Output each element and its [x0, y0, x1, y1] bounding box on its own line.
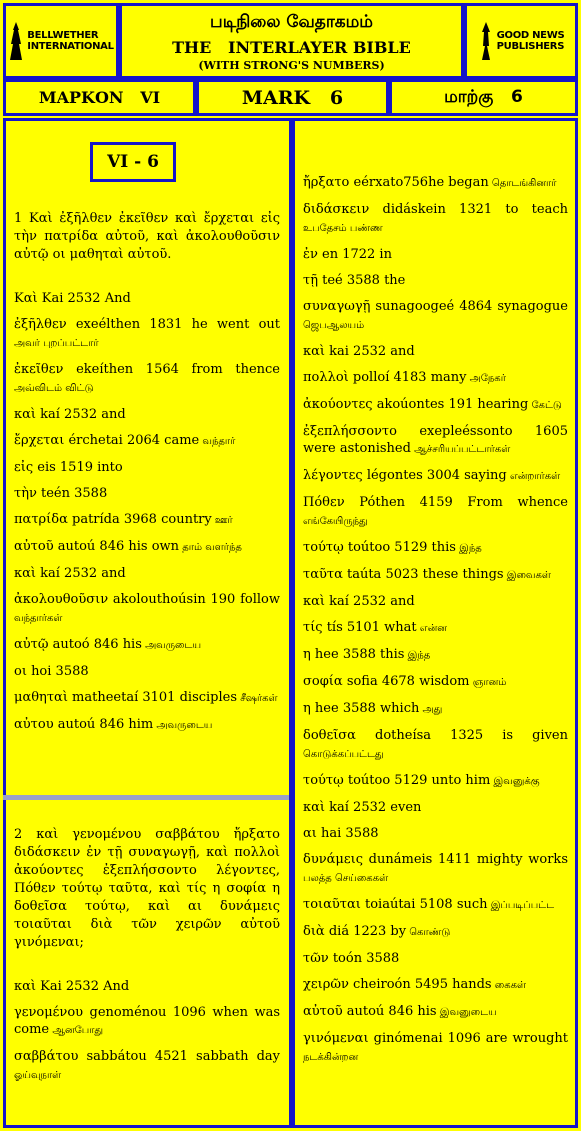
transliteration: érchetai 2064 came: [68, 433, 200, 448]
transliteration: taúta 5023 these things: [346, 567, 504, 582]
word-entry: [303, 423, 568, 458]
greek-word: εἰς: [14, 460, 38, 475]
greek-word: αὐτῷ: [14, 637, 53, 652]
tamil-gloss: கொண்டு: [406, 927, 451, 938]
tamil-gloss: வந்தார்: [199, 436, 236, 447]
tamil-gloss: அது: [419, 704, 443, 715]
word-entry: [14, 716, 280, 734]
verse-2-greek: 2 καὶ γενομένου σαββάτου ἤρξατο διδάσκειν ἐν τῇ συναγωγῇ, καὶ πολλοὶ ἀκούοντες ἐξεπλήσσοντο λέγοντες, Πόθεν τούτῳ ταῦτα, καὶ τίς η σοφία η δοθεῖσα τούτῳ, καὶ αι δυνάμεις τοιαῦται διὰ τῶν χειρῶν αὐτοῦ γινόμεναι;: [14, 827, 280, 950]
word-entry: [14, 511, 280, 529]
transliteration: kaí 2532 even: [329, 800, 422, 815]
greek-word: μαθηταὶ: [14, 690, 73, 705]
transliteration: sofia 4678 wisdom: [346, 674, 470, 689]
word-entry: [303, 673, 568, 691]
word-entry: [303, 646, 568, 664]
transliteration: en 1722 in: [322, 247, 392, 262]
transliteration: exeélthen 1831 he went out: [75, 317, 280, 332]
transliteration: kaí 2532 and: [329, 594, 415, 609]
tamil-gloss: சீஷர்கள்: [237, 693, 278, 704]
word-entry: [303, 619, 568, 637]
book-english: [196, 79, 389, 116]
greek-word: ἀκολουθοῦσιν: [14, 592, 113, 607]
transliteration: hee 3588 which: [314, 701, 420, 716]
greek-word: καὶ: [303, 594, 330, 609]
greek-word: τοιαῦται: [303, 897, 365, 912]
transliteration: cheiroón 5495 hands: [353, 977, 492, 992]
greek-word: καὶ: [14, 566, 41, 581]
tamil-gloss: எங்கேயிருந்து: [303, 516, 368, 527]
transliteration: akolouthoúsin 190 follow: [112, 592, 281, 607]
word-entry: [14, 978, 280, 995]
greek-word: ἐξῆλθεν: [14, 317, 76, 332]
tamil-gloss: தொடங்கினார்: [488, 178, 557, 189]
transliteration: autoó 846 his: [52, 637, 142, 652]
greek-word: τῶν: [303, 951, 333, 966]
tamil-gloss: தாம் வளர்ந்த: [179, 542, 242, 553]
transliteration: akoúontes 191 hearing: [376, 397, 529, 412]
word-entry: [14, 316, 280, 352]
transliteration: didáskein 1321 to teach: [382, 202, 568, 217]
greek-word: τῇ: [303, 273, 323, 288]
transliteration: autoú 846 his: [346, 1004, 437, 1019]
word-entry: [303, 772, 568, 790]
word-entry: [14, 290, 280, 307]
tamil-gloss: இவனுக்கு: [490, 776, 540, 787]
word-entry: [14, 591, 280, 627]
goodnews-torch-icon: [478, 20, 494, 62]
word-entry: [303, 593, 568, 610]
word-entry: [303, 369, 568, 387]
page-title: THE INTERLAYER BIBLE: [172, 38, 411, 57]
book-tamil: [389, 79, 578, 116]
transliteration: Kai 2532 And: [41, 291, 131, 306]
transliteration: Póthen 4159 From whence: [359, 495, 568, 510]
transliteration: tís 5101 what: [326, 620, 417, 635]
transliteration: Kai 2532 And: [40, 979, 130, 994]
word-entry: [303, 825, 568, 842]
bellwether-logo-box: [3, 3, 119, 79]
word-entry: [14, 459, 280, 476]
word-entry: [303, 494, 568, 530]
word-entry: [14, 361, 280, 397]
greek-word: ἐκεῖθεν: [14, 362, 77, 377]
tamil-gloss: ஓய்வுநாள்: [14, 1070, 62, 1081]
tamil-gloss: கொடுக்கப்பட்டது: [303, 749, 384, 760]
transliteration: matheetaí 3101 disciples: [72, 690, 238, 705]
greek-word: σαββάτου: [14, 1049, 87, 1064]
greek-word: διδάσκειν: [303, 202, 383, 217]
greek-word: οι: [14, 664, 32, 679]
tamil-gloss: கைகள்: [491, 980, 527, 991]
transliteration: exepleéssonto 1605 were astonished: [303, 424, 568, 456]
transliteration: dunámeis 1411 mighty works: [368, 852, 568, 867]
title-tamil: படிநிலை வேதாகமம்: [210, 12, 373, 32]
word-entry: [14, 636, 280, 654]
transliteration: autoú 846 his own: [57, 539, 180, 554]
word-entry: [303, 727, 568, 763]
tamil-gloss: அவர் புறப்பட்டார்: [14, 338, 99, 349]
greek-word: τίς: [303, 620, 327, 635]
word-entry: [303, 539, 568, 557]
transliteration: eis 1519 into: [37, 460, 123, 475]
bellwether-sheep-icon: [8, 20, 24, 62]
tamil-gloss: அவருடைய: [153, 720, 213, 731]
verse-label: VI - 6: [90, 142, 176, 182]
word-entry: [303, 896, 568, 914]
book-english-label: MARK 6: [241, 86, 344, 109]
transliteration: toútoo 5129 this: [347, 540, 456, 555]
greek-word: τὴν: [14, 486, 42, 501]
tamil-gloss: ஊர்: [211, 515, 233, 526]
tamil-gloss: வந்தார்கள்: [14, 613, 63, 624]
tamil-gloss: இந்த: [404, 650, 431, 661]
goodnews-logo-box: [464, 3, 578, 79]
greek-word: ἔρχεται: [14, 433, 69, 448]
transliteration: kaí 2532 and: [40, 566, 126, 581]
greek-word: λέγοντες: [303, 468, 367, 483]
greek-word: πατρίδα: [14, 512, 72, 527]
tamil-gloss: இவைகள்: [503, 570, 551, 581]
transliteration: diá 1223 by: [328, 924, 407, 939]
transliteration: eérxato756he began: [353, 175, 489, 190]
transliteration: sunagoogeé 4864 synagogue: [375, 299, 568, 314]
word-entry: [303, 1030, 568, 1066]
transliteration: toiaútai 5108 such: [365, 897, 488, 912]
title-box: [119, 3, 464, 79]
word-entry: [14, 406, 280, 423]
tamil-gloss: இந்த: [455, 543, 482, 554]
greek-word: η: [303, 701, 315, 716]
greek-word: γινόμεναι: [303, 1031, 374, 1046]
transliteration: hai 3588: [321, 826, 379, 841]
right-entries-area: [303, 174, 568, 1075]
goodnews-logo-text: GOOD NEWS PUBLISHERS: [496, 30, 565, 52]
left-verse2-area: [14, 826, 280, 1093]
tamil-gloss: பலத்த செய்கைகள்: [303, 873, 389, 884]
greek-word: ἀκούοντες: [303, 397, 377, 412]
word-entry: [303, 396, 568, 414]
tamil-gloss: இப்படிப்பட்ட: [487, 900, 555, 911]
tamil-gloss: உபதேசம் பண்ண: [303, 223, 383, 234]
word-entry: [14, 1004, 280, 1039]
transliteration: légontes 3004 saying: [366, 468, 507, 483]
transliteration: genoménou 1096 when was come: [14, 1005, 281, 1037]
tamil-gloss: இவனுடைய: [436, 1007, 497, 1018]
greek-word: ταῦτα: [303, 567, 347, 582]
tamil-gloss: கேட்டு: [528, 400, 562, 411]
transliteration: kai 2532 and: [329, 344, 415, 359]
word-entry: [303, 950, 568, 967]
greek-word: γενομένου: [14, 1005, 90, 1020]
word-entry: [303, 174, 568, 192]
word-entry: [14, 485, 280, 502]
word-entry: [303, 1003, 568, 1021]
greek-word: διὰ: [303, 924, 329, 939]
word-entry: [303, 851, 568, 887]
transliteration: teé 3588 the: [322, 273, 406, 288]
word-entry: [303, 976, 568, 994]
greek-word: δοθεῖσα: [303, 728, 376, 743]
transliteration: kaí 2532 and: [40, 407, 126, 422]
transliteration: toón 3588: [332, 951, 400, 966]
greek-word: τούτῳ: [303, 773, 348, 788]
tamil-gloss: என்ன: [416, 623, 447, 634]
tamil-gloss: என்றார்கள்: [506, 471, 561, 482]
transliteration: ekeíthen 1564 from thence: [76, 362, 281, 377]
transliteration: teén 3588: [41, 486, 108, 501]
transliteration: sabbátou 4521 sabbath day: [86, 1049, 280, 1064]
tamil-gloss: அவ்விடம் விட்டு: [14, 383, 94, 394]
greek-word: χειρῶν: [303, 977, 353, 992]
word-entry: [303, 700, 568, 718]
word-entry: [303, 467, 568, 485]
greek-word: δυνάμεις: [303, 852, 369, 867]
transliteration: hoi 3588: [31, 664, 89, 679]
verse-1-greek: 1 Καὶ ἐξῆλθεν ἐκεῖθεν καὶ ἔρχεται εἰς τὴν πατρίδα αὐτοῦ, καὶ ἀκολουθοῦσιν αὐτῷ οι μαθηταὶ αὐτοῦ.: [14, 211, 280, 262]
word-entry: [14, 538, 280, 556]
word-entry: [14, 432, 280, 450]
word-entry: [14, 689, 280, 707]
tamil-gloss: நடக்கின்றன: [303, 1052, 359, 1063]
greek-word: αὐτοῦ: [14, 539, 58, 554]
greek-word: καὶ: [303, 344, 330, 359]
transliteration: autoú 846 him: [57, 717, 154, 732]
book-greek-label: ΜΑΡΚΟΝ VI: [38, 88, 161, 107]
tamil-gloss: அநேகர்: [466, 373, 506, 384]
greek-word: Πόθεν: [303, 495, 360, 510]
word-entry: [303, 343, 568, 360]
word-entry: [303, 923, 568, 941]
book-tamil-label: மாற்கு 6: [444, 86, 523, 107]
transliteration: toútoo 5129 unto him: [347, 773, 491, 788]
word-entry: [303, 201, 568, 237]
greek-word: καὶ: [14, 407, 41, 422]
word-entry: [14, 663, 280, 680]
transliteration: dotheísa 1325 is given: [375, 728, 568, 743]
tamil-gloss: ஜெபஆலயம்: [303, 320, 365, 331]
tamil-gloss: ஆனபோது: [49, 1025, 104, 1036]
left-verse1-area: [14, 210, 280, 743]
transliteration: polloí 4183 many: [352, 370, 467, 385]
word-entry: [303, 298, 568, 334]
greek-word: ἐν: [303, 247, 323, 262]
column-divider: [3, 795, 289, 800]
greek-word: καὶ: [303, 800, 330, 815]
greek-word: η: [303, 647, 315, 662]
book-greek: [3, 79, 196, 116]
greek-word: ἤρξατο: [303, 175, 354, 190]
greek-word: αὐτοῦ: [303, 1004, 347, 1019]
greek-word: Καὶ: [14, 291, 42, 306]
transliteration: ginómenai 1096 are wrought: [373, 1031, 568, 1046]
word-entry: [303, 799, 568, 816]
tamil-gloss: ஞானம்: [469, 677, 507, 688]
greek-word: πολλοὶ: [303, 370, 353, 385]
greek-word: αὐτου: [14, 717, 58, 732]
greek-word: συναγωγῇ: [303, 299, 376, 314]
tamil-gloss: அவருடைய: [141, 640, 202, 651]
transliteration: patrída 3968 country: [72, 512, 212, 527]
greek-word: καὶ: [14, 979, 41, 994]
greek-word: τούτῳ: [303, 540, 348, 555]
word-entry: [14, 1048, 280, 1084]
word-entry: [303, 272, 568, 289]
greek-word: αι: [303, 826, 322, 841]
greek-word: ἐξεπλήσσοντο: [303, 424, 420, 439]
page-subtitle: (WITH STRONG'S NUMBERS): [198, 59, 385, 72]
greek-word: σοφία: [303, 674, 347, 689]
transliteration: hee 3588 this: [314, 647, 405, 662]
word-entry: [303, 566, 568, 584]
tamil-gloss: ஆச்சரியப்பட்டார்கள்: [410, 444, 511, 455]
word-entry: [14, 565, 280, 582]
bellwether-logo-text: BELLWETHER INTERNATIONAL: [27, 30, 114, 52]
word-entry: [303, 246, 568, 263]
